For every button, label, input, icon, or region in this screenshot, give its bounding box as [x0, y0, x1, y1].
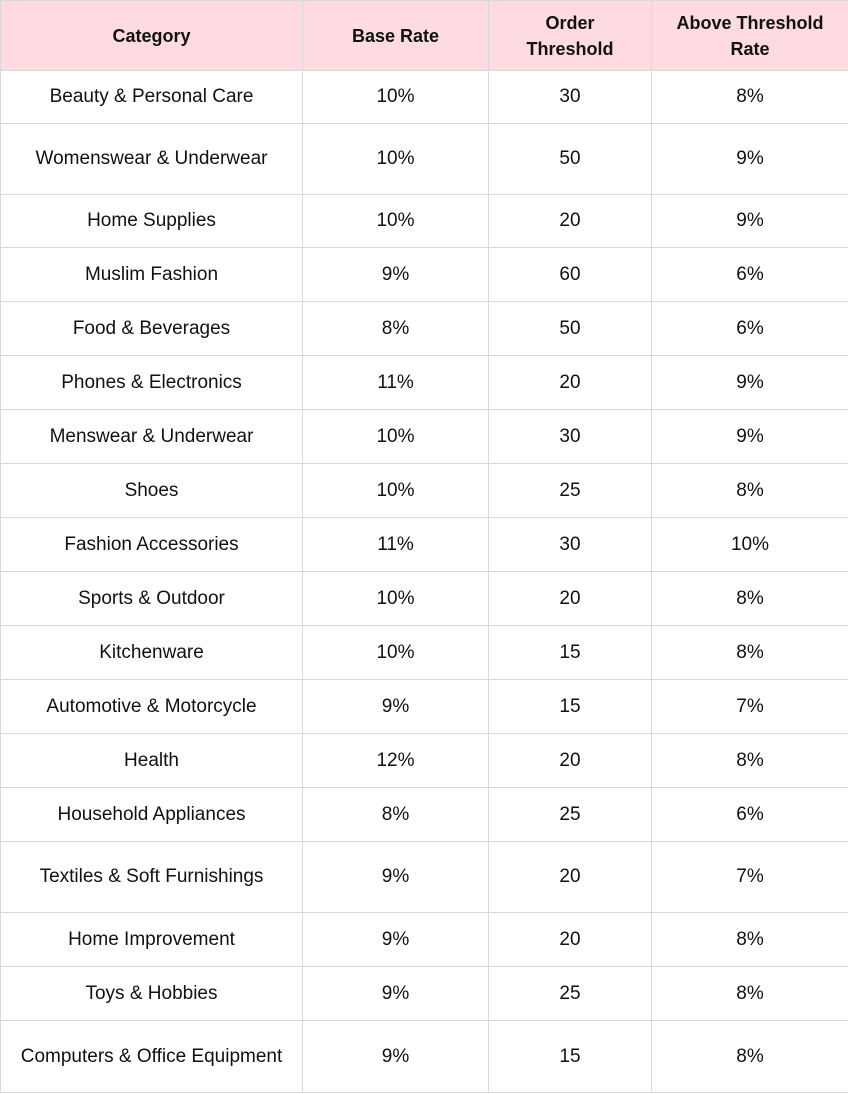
cell-order-threshold: 30: [489, 518, 652, 572]
cell-order-threshold: 15: [489, 680, 652, 734]
cell-base-rate: 10%: [303, 195, 489, 248]
cell-above-threshold-rate: 9%: [652, 356, 848, 410]
table-row: [1, 124, 848, 195]
cell-base-rate: 10%: [303, 124, 489, 195]
table-row: [1, 518, 848, 572]
table-row: [1, 71, 848, 124]
cell-order-threshold: 15: [489, 1021, 652, 1093]
table-row: [1, 356, 848, 410]
cell-category: Muslim Fashion: [1, 248, 303, 302]
table-row: [1, 680, 848, 734]
cell-above-threshold-rate: 8%: [652, 734, 848, 788]
cell-category: Home Supplies: [1, 195, 303, 248]
cell-order-threshold: 25: [489, 788, 652, 842]
cell-above-threshold-rate: 7%: [652, 842, 848, 913]
cell-base-rate: 9%: [303, 248, 489, 302]
cell-category: Phones & Electronics: [1, 356, 303, 410]
cell-base-rate: 11%: [303, 356, 489, 410]
header-row: [1, 1, 848, 71]
cell-order-threshold: 50: [489, 124, 652, 195]
cell-category: Computers & Office Equipment: [1, 1021, 303, 1093]
cell-order-threshold: 25: [489, 464, 652, 518]
header-order-threshold: [489, 1, 652, 71]
cell-category: Kitchenware: [1, 626, 303, 680]
cell-base-rate: 12%: [303, 734, 489, 788]
table-row: [1, 842, 848, 913]
cell-order-threshold: 60: [489, 248, 652, 302]
cell-order-threshold: 30: [489, 71, 652, 124]
table-body: [1, 71, 848, 1093]
cell-category: Fashion Accessories: [1, 518, 303, 572]
header-above-threshold-rate: [652, 1, 848, 71]
cell-base-rate: 8%: [303, 788, 489, 842]
header-above-threshold-rate-label: Above Threshold Rate: [676, 12, 824, 59]
cell-category: Womenswear & Underwear: [1, 124, 303, 195]
cell-above-threshold-rate: 6%: [652, 302, 848, 356]
table-row: [1, 195, 848, 248]
cell-order-threshold: 50: [489, 302, 652, 356]
table-row: [1, 464, 848, 518]
cell-base-rate: 8%: [303, 302, 489, 356]
table-row: [1, 302, 848, 356]
cell-category: Automotive & Motorcycle: [1, 680, 303, 734]
cell-base-rate: 10%: [303, 464, 489, 518]
cell-base-rate: 11%: [303, 518, 489, 572]
table-header: [1, 1, 848, 71]
table-row: [1, 1021, 848, 1093]
cell-above-threshold-rate: 8%: [652, 572, 848, 626]
cell-category: Beauty & Personal Care: [1, 71, 303, 124]
cell-order-threshold: 30: [489, 410, 652, 464]
cell-above-threshold-rate: 8%: [652, 626, 848, 680]
cell-base-rate: 10%: [303, 572, 489, 626]
cell-above-threshold-rate: 9%: [652, 410, 848, 464]
cell-category: Household Appliances: [1, 788, 303, 842]
cell-above-threshold-rate: 9%: [652, 195, 848, 248]
table-row: [1, 410, 848, 464]
cell-above-threshold-rate: 9%: [652, 124, 848, 195]
header-base-rate: Base Rate: [303, 1, 489, 71]
cell-order-threshold: 25: [489, 967, 652, 1021]
cell-category: Menswear & Underwear: [1, 410, 303, 464]
cell-base-rate: 10%: [303, 410, 489, 464]
cell-order-threshold: 20: [489, 572, 652, 626]
cell-category: Textiles & Soft Furnishings: [1, 842, 303, 913]
cell-category: Shoes: [1, 464, 303, 518]
table-row: [1, 248, 848, 302]
table-row: [1, 626, 848, 680]
cell-base-rate: 9%: [303, 1021, 489, 1093]
header-category: Category: [1, 1, 303, 71]
cell-above-threshold-rate: 6%: [652, 788, 848, 842]
cell-base-rate: 9%: [303, 680, 489, 734]
cell-base-rate: 9%: [303, 913, 489, 967]
cell-above-threshold-rate: 10%: [652, 518, 848, 572]
cell-above-threshold-rate: 8%: [652, 71, 848, 124]
cell-base-rate: 9%: [303, 842, 489, 913]
table-row: [1, 734, 848, 788]
cell-above-threshold-rate: 8%: [652, 913, 848, 967]
table-row: [1, 788, 848, 842]
table-row: [1, 967, 848, 1021]
header-order-threshold-label: Order Threshold: [526, 12, 614, 59]
cell-order-threshold: 20: [489, 356, 652, 410]
cell-above-threshold-rate: 8%: [652, 464, 848, 518]
cell-order-threshold: 20: [489, 842, 652, 913]
cell-base-rate: 10%: [303, 71, 489, 124]
table-row: [1, 913, 848, 967]
cell-category: Home Improvement: [1, 913, 303, 967]
cell-above-threshold-rate: 7%: [652, 680, 848, 734]
cell-category: Health: [1, 734, 303, 788]
cell-order-threshold: 15: [489, 626, 652, 680]
cell-category: Toys & Hobbies: [1, 967, 303, 1021]
cell-above-threshold-rate: 8%: [652, 967, 848, 1021]
cell-order-threshold: 20: [489, 734, 652, 788]
cell-category: Sports & Outdoor: [1, 572, 303, 626]
cell-base-rate: 9%: [303, 967, 489, 1021]
cell-order-threshold: 20: [489, 195, 652, 248]
cell-category: Food & Beverages: [1, 302, 303, 356]
cell-base-rate: 10%: [303, 626, 489, 680]
cell-above-threshold-rate: 8%: [652, 1021, 848, 1093]
table-row: [1, 572, 848, 626]
cell-order-threshold: 20: [489, 913, 652, 967]
cell-above-threshold-rate: 6%: [652, 248, 848, 302]
